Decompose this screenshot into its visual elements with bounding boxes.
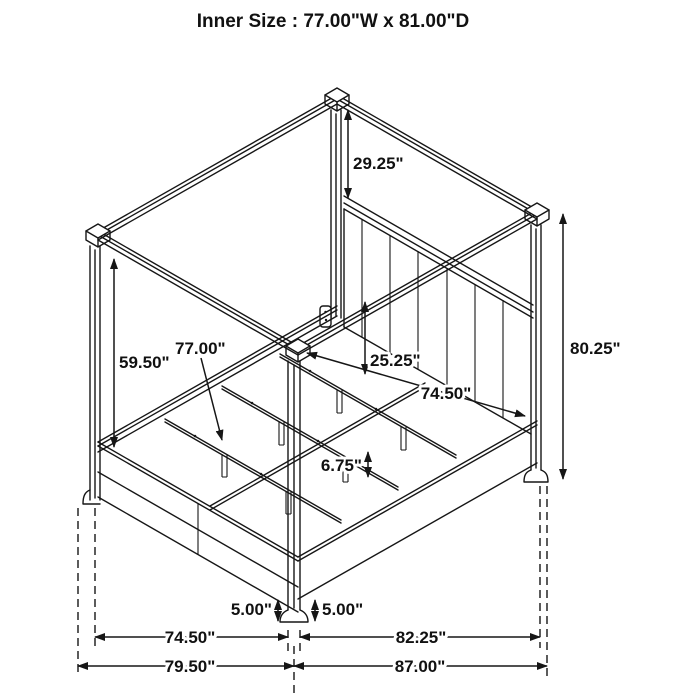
dim-label-side-rail-length: 82.25" [395,628,447,647]
dim-label-canopy-to-headboard: 29.25" [353,154,404,173]
dim-label-footboard-width: 74.50" [164,628,216,647]
dim-canopy-clearance [114,259,170,447]
dim-canopy-to-headboard [348,110,404,198]
dim-slat-leg-height [321,452,368,477]
dim-label-inner-depth: 74.50" [420,384,472,403]
dim-inner-width [175,339,226,440]
dim-side-rail-length [300,628,540,647]
dim-label-overall-depth: 87.00" [394,657,446,676]
bed-frame [98,306,537,612]
dim-overall-depth [294,657,547,676]
dim-label-overall-width: 79.50" [164,657,216,676]
dim-label-slat-leg-height: 6.75" [320,456,362,475]
dim-foot-height-right [315,600,363,621]
dim-label-canopy-clearance: 59.50" [119,353,170,372]
dim-label-inner-width: 77.00" [175,339,226,358]
dim-label-foot-height-right: 5.00" [322,600,364,619]
dim-label-overall-height: 80.25" [570,339,621,358]
dim-footboard-width [95,628,288,647]
dim-label-rail-to-slat: 25.25" [370,351,421,370]
dim-label-foot-height-left: 5.00" [230,600,272,619]
dim-overall-width [78,657,294,676]
dim-overall-height [563,214,621,479]
center-support-rail [210,383,425,510]
dim-foot-height-left [231,600,278,621]
footboard [98,442,298,612]
page-title: Inner Size : 77.00"W x 81.00"D [196,11,470,32]
canopy-frame [98,95,537,355]
